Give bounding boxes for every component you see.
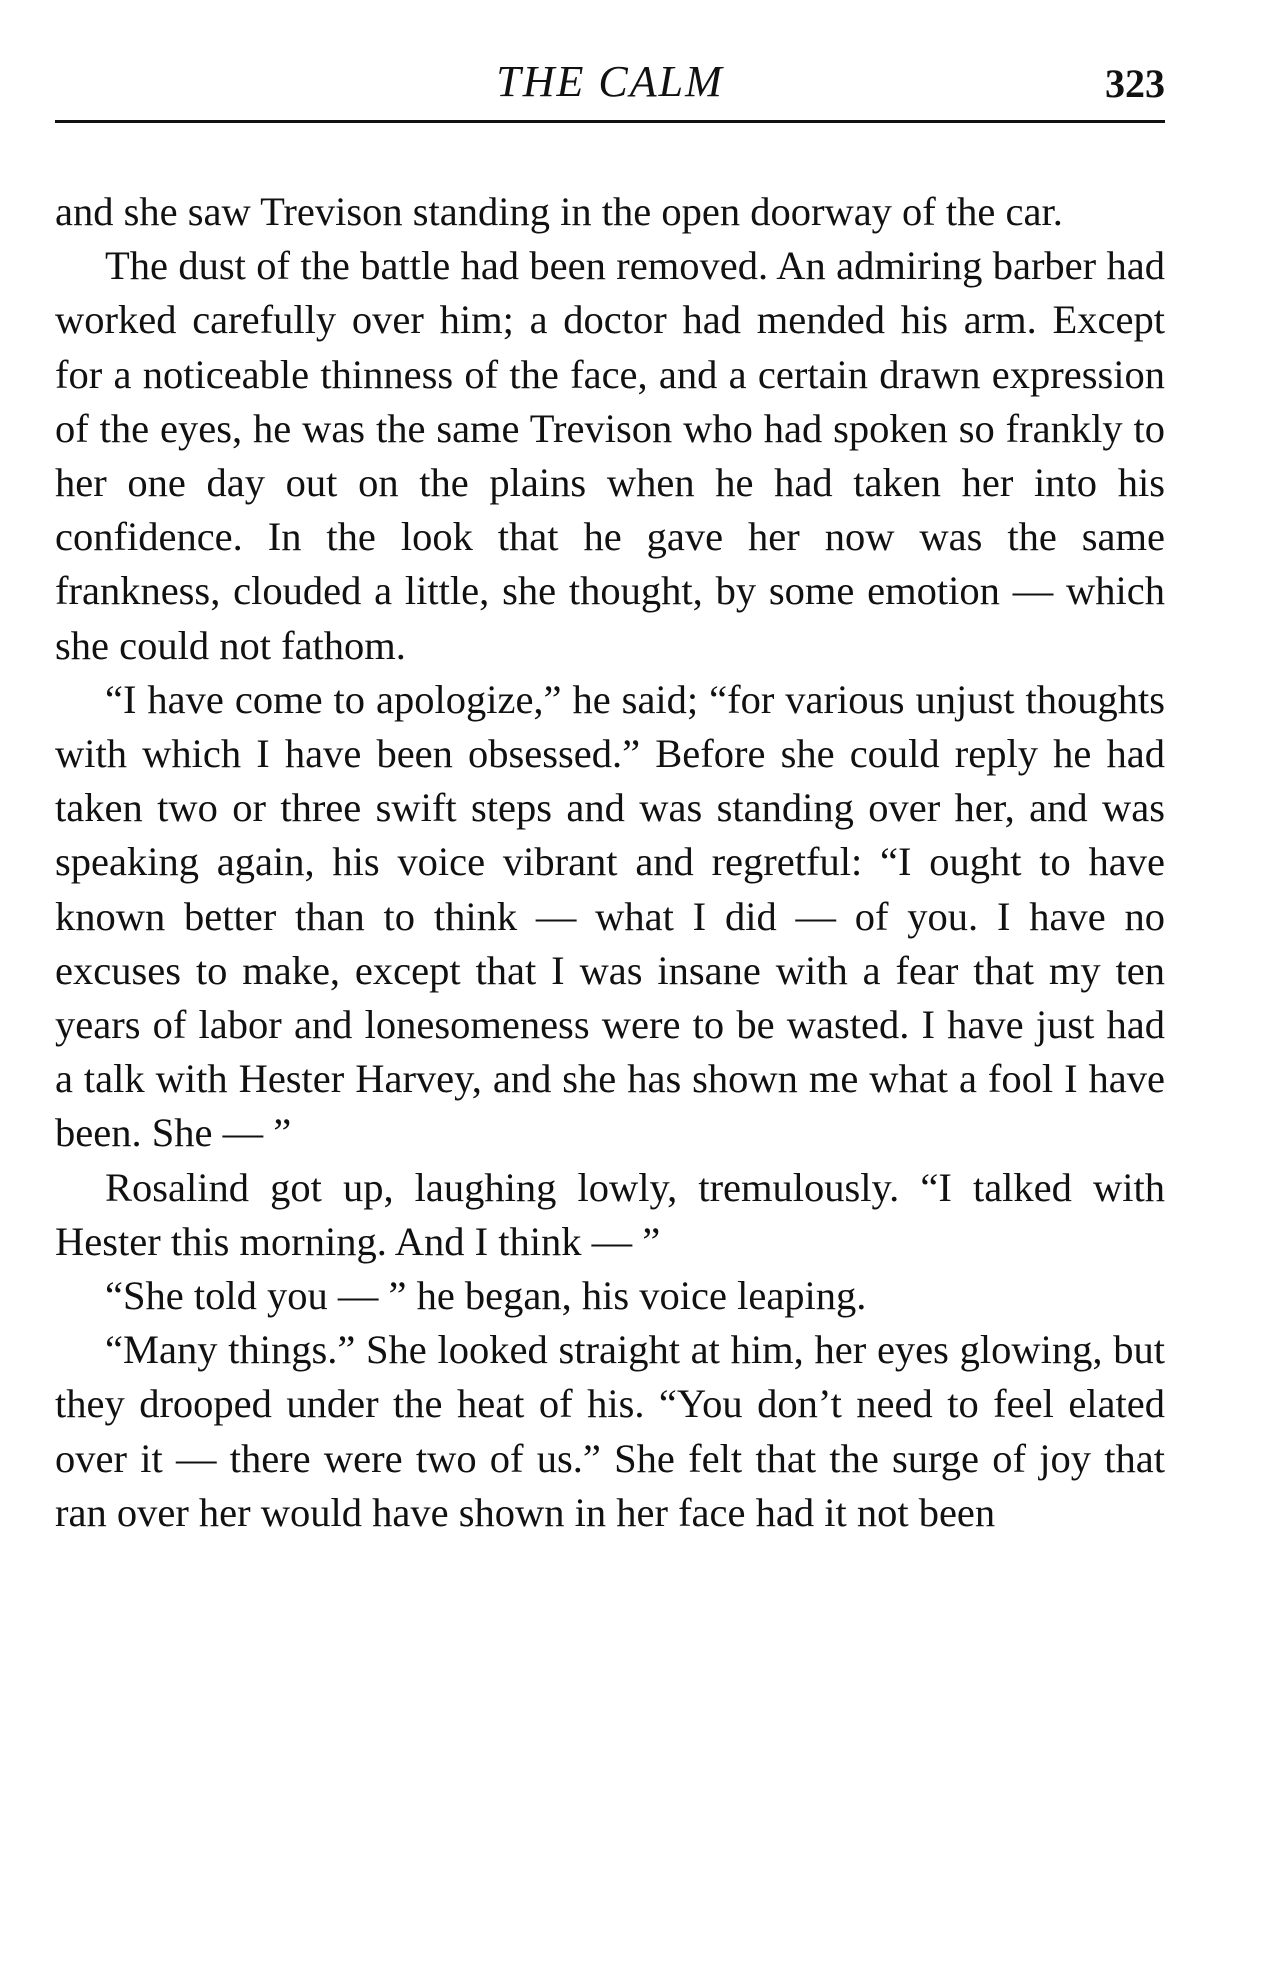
paragraph: “She told you — ” he began, his voice leaping. [105,1273,867,1319]
running-title: THE CALM [496,57,724,106]
page-header [55,50,1165,120]
header-rule [55,120,1165,123]
page-number: 323 [1105,61,1165,106]
paragraph: Rosalind got up, laughing lowly, tremulously. “I talked with Hester this morning. And I think — ” [55,1164,1165,1264]
paragraph: “Many things.” She looked straight at him, her eyes glowing, but they drooped under the heat of his. “You don’t need to feel elated over it — there were two of us.” She felt that the surge of joy that ran over her would have shown in her face had it not been [55,1327,1165,1535]
book-page [55,50,1165,1535]
paragraph-continued: and she saw Trevison standing in the open doorway of the car. [55,189,1063,234]
paragraph: “I have come to apologize,” he said; “for various unjust thoughts with which I have been obsessed.” Before she could reply he had taken two or three swift steps and was standing over her, and was speaking again, his voice vibrant and regretful: “I ought to have known better than to think — what I did — of you. I have no excuses to make, except that I was insane with a fear that my ten years of labor and lonesomeness were to be wasted. I have just had a talk with Hester Harvey, and she has shown me what a fool I have been. She — ” [55,676,1165,1156]
body-text [55,185,1165,1540]
paragraph: The dust of the battle had been removed. An admiring barber had worked carefully over him; a doctor had mended his arm. Except for a noticeable thinness of the face, and a certain drawn expression of the eyes, he was the same Trevison who had spoken so frankly to her one day out on the plains when he had taken her into his confidence. In the look that he gave her now was the same frankness, clouded a little, she thought, by some emotion — which she could not fathom. [55,243,1165,668]
